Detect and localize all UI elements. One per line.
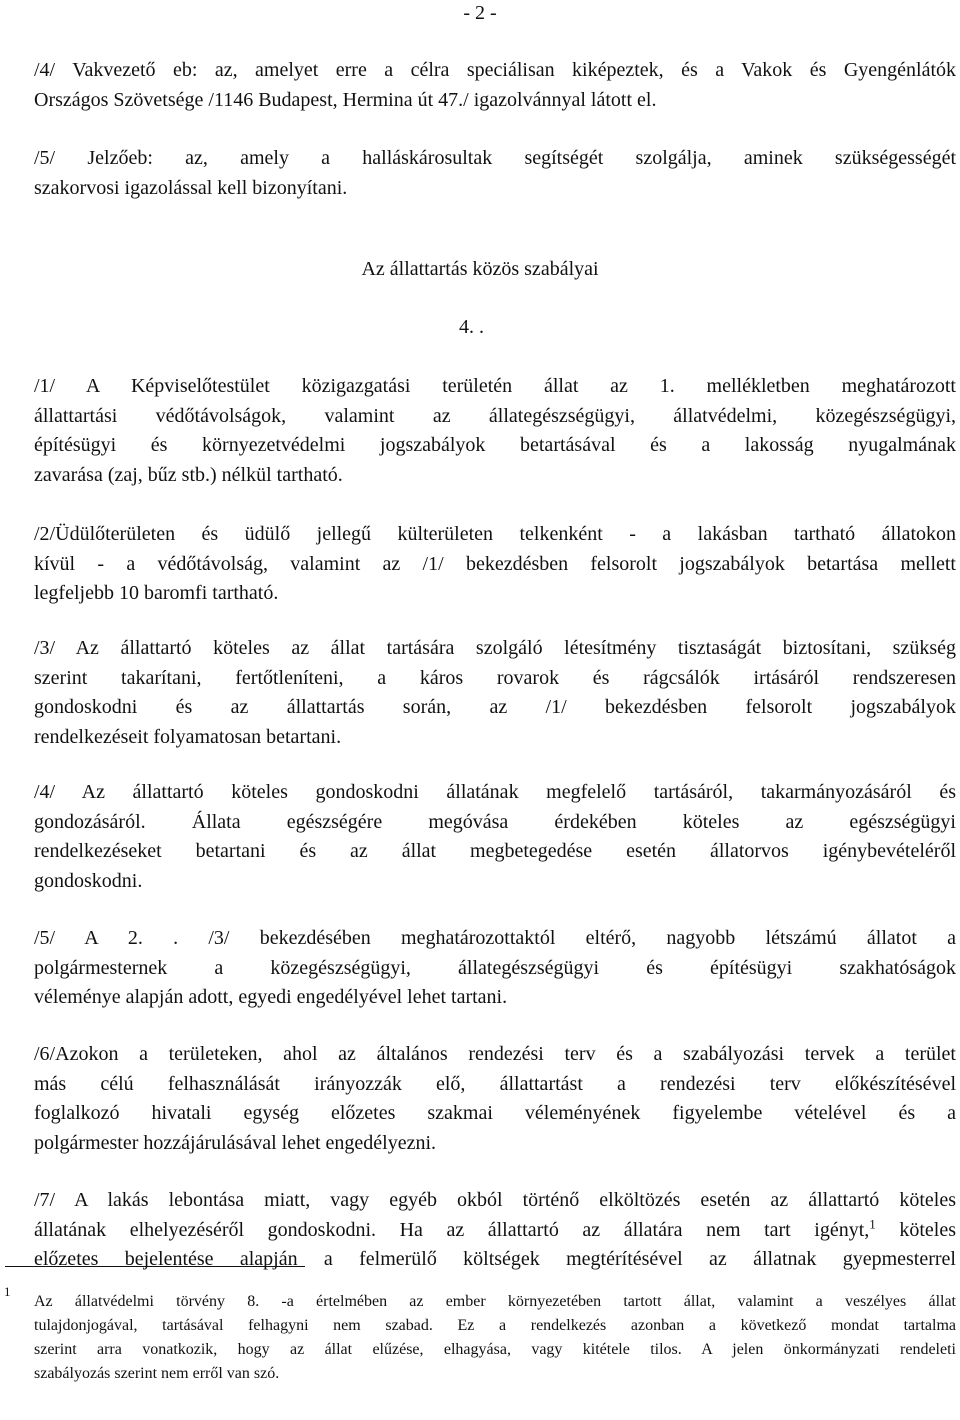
paragraph-line	[34, 1129, 956, 1159]
paragraph-text: rendelkezéseit folyamatosan betartani.	[34, 725, 342, 748]
paragraph-text: gondozásáról. Állata egészségére megóvása érdekében köteles az egészségügyi	[34, 810, 956, 833]
paragraph-text: Az állattartó köteles gondoskodni állatának megfelelő tartásáról, takarmányozásáról és	[81, 781, 956, 803]
paragraph-line	[34, 954, 956, 984]
paragraph-line	[34, 86, 956, 116]
paragraph-line	[34, 372, 956, 402]
paragraph-label: /7/	[34, 1189, 56, 1211]
paragraph-text: polgármesternek a közegészségügyi, állategészségügyi és építésügyi szakhatóságok	[34, 956, 956, 979]
section-number: 4. .	[459, 316, 484, 338]
page-number: - 2 -	[463, 2, 497, 24]
paragraph-line	[34, 1186, 956, 1216]
section-paragraph-3	[34, 634, 956, 752]
paragraph-text: legfeljebb 10 baromfi tartható.	[34, 582, 279, 604]
paragraph-line	[34, 837, 956, 867]
paragraph-label: /3/	[34, 637, 56, 659]
paragraph-text: kívül - a védőtávolság, valamint az /1/ bekezdésben felsorolt jogszabályok betartása mellett	[34, 552, 956, 575]
paragraph-text: szakorvosi igazolással kell bizonyítani.	[34, 176, 348, 199]
footnote-line: tulajdonjogával, tartásával felhagyni nem szabad. Ez a rendelkezés azonban a következő mondat tartalma	[34, 1317, 956, 1334]
paragraph-line	[34, 144, 956, 174]
paragraph-text: Üdülőterületen és üdülő jellegű külterületen telkenként - a lakásban tartható állatokon	[55, 523, 956, 545]
paragraph-label: /5/	[34, 927, 56, 949]
paragraph-label: /1/	[34, 375, 56, 397]
footnote-separator	[5, 1266, 305, 1267]
paragraph-text: előzetes bejelentése alapján a felmerülő költségek megtérítésével az állatnak gyepmesterrel	[34, 1248, 956, 1270]
footnote-reference[interactable]: 1	[869, 1215, 876, 1231]
footnote-line: szerint arra vonatkozik, hogy az állat elűzése, elhagyása, vagy kitétele tilos. A jelen önkormányzati rendeleti	[34, 1341, 956, 1358]
footnote	[34, 1290, 956, 1386]
paragraph-line	[34, 431, 956, 461]
section-paragraph-1	[34, 372, 956, 490]
paragraph-text: foglalkozó hivatali egység előzetes szakmai véleményének figyelembe vételével és a	[34, 1102, 956, 1124]
paragraph-line	[34, 1040, 956, 1070]
paragraph-line	[34, 1245, 956, 1275]
paragraph-text: A lakás lebontása miatt, vagy egyéb okból történő elköltözés esetén az állattartó köteles	[74, 1189, 956, 1211]
paragraph-label: /5/	[34, 147, 56, 169]
paragraph-line	[34, 778, 956, 808]
footnote-mark: 1	[4, 1284, 11, 1299]
paragraph-text: polgármester hozzájárulásával lehet engedélyezni.	[34, 1131, 437, 1154]
paragraph-line	[34, 174, 956, 204]
paragraph-label: /4/	[34, 781, 56, 803]
paragraph-text: Vakvezető eb: az, amelyet erre a célra speciálisan kiképeztek, és a Vakok és Gyengénlátók	[72, 59, 957, 81]
paragraph-line	[34, 983, 956, 1013]
paragraph-line	[34, 461, 956, 491]
paragraph-text: szerint takarítani, fertőtleníteni, a káros rovarok és rágcsálók irtásáról rendszeresen	[34, 666, 956, 689]
paragraph-line	[34, 1099, 956, 1129]
paragraph-line	[34, 723, 956, 753]
paragraph-line	[34, 924, 956, 954]
paragraph-text: köteles	[875, 1218, 956, 1241]
paragraph-text: rendelkezéseket betartani és az állat megbetegedése esetén állatorvos igénybevételéről	[34, 840, 956, 862]
footnote-line: szabályozás szerint nem erről van szó.	[34, 1365, 280, 1382]
paragraph-text: más célú felhasználását irányozzák elő, állattartást a rendezési terv előkészítésével	[34, 1072, 956, 1095]
paragraph-text: Azokon a területeken, ahol az általános rendezési terv és a szabályozási tervek a terület	[55, 1043, 956, 1065]
paragraph-line	[34, 520, 956, 550]
paragraph-4-definition	[34, 56, 956, 115]
paragraph-line	[34, 1070, 956, 1100]
paragraph-label: /4/	[34, 59, 56, 81]
paragraph-text: Országos Szövetsége /1146 Budapest, Hermina út 47./ igazolvánnyal látott el.	[34, 88, 657, 111]
paragraph-line	[34, 634, 956, 664]
paragraph-text: állattartási védőtávolságok, valamint az állategészségügyi, állatvédelmi, közegészségügyi,	[34, 404, 956, 427]
paragraph-text: Az állattartó köteles az állat tartására szolgáló létesítmény tisztaságát biztosítani, szükség	[75, 637, 956, 659]
paragraph-line	[34, 808, 956, 838]
paragraph-text: gondoskodni és az állattartás során, az /1/ bekezdésben felsorolt jogszabályok	[34, 696, 956, 718]
footnote-line: Az állatvédelmi törvény 8. -a értelmében az ember környezetében tartott állat, valamint a veszélyes állat	[34, 1293, 956, 1310]
section-paragraph-5	[34, 924, 956, 1013]
paragraph-text: A 2. . /3/ bekezdésében meghatározottaktól eltérő, nagyobb létszámú állatot a	[84, 927, 956, 949]
paragraph-line	[34, 693, 956, 723]
section-paragraph-2	[34, 520, 956, 609]
paragraph-line	[34, 664, 956, 694]
paragraph-line	[34, 550, 956, 580]
paragraph-label: /2/	[34, 523, 56, 545]
paragraph-text: véleménye alapján adott, egyedi engedélyével lehet tartani.	[34, 986, 508, 1008]
section-paragraph-4	[34, 778, 956, 896]
paragraph-text: A Képviselőtestület közigazgatási területén állat az 1. mellékletben meghatározott	[85, 375, 956, 397]
paragraph-line	[34, 1216, 956, 1246]
paragraph-line	[34, 56, 956, 86]
section-paragraph-6	[34, 1040, 956, 1158]
paragraph-5-definition	[34, 144, 956, 203]
paragraph-line	[34, 579, 956, 609]
paragraph-text: Jelzőeb: az, amely a halláskárosultak segítségét szolgálja, aminek szükségességét	[87, 147, 957, 169]
section-heading: Az állattartás közös szabályai	[361, 258, 599, 280]
section-paragraph-7	[34, 1186, 956, 1275]
paragraph-label: /6/	[34, 1043, 56, 1065]
paragraph-line	[34, 867, 956, 897]
paragraph-text: állatának elhelyezéséről gondoskodni. Ha az állattartó az állatára nem tart igényt,	[34, 1218, 870, 1241]
paragraph-text: gondoskodni.	[34, 869, 143, 892]
paragraph-text: zavarása (zaj, bűz stb.) nélkül tartható.	[34, 463, 343, 486]
paragraph-text: építésügyi és környezetvédelmi jogszabályok betartásával és a lakosság nyugalmának	[34, 434, 956, 456]
paragraph-line	[34, 402, 956, 432]
